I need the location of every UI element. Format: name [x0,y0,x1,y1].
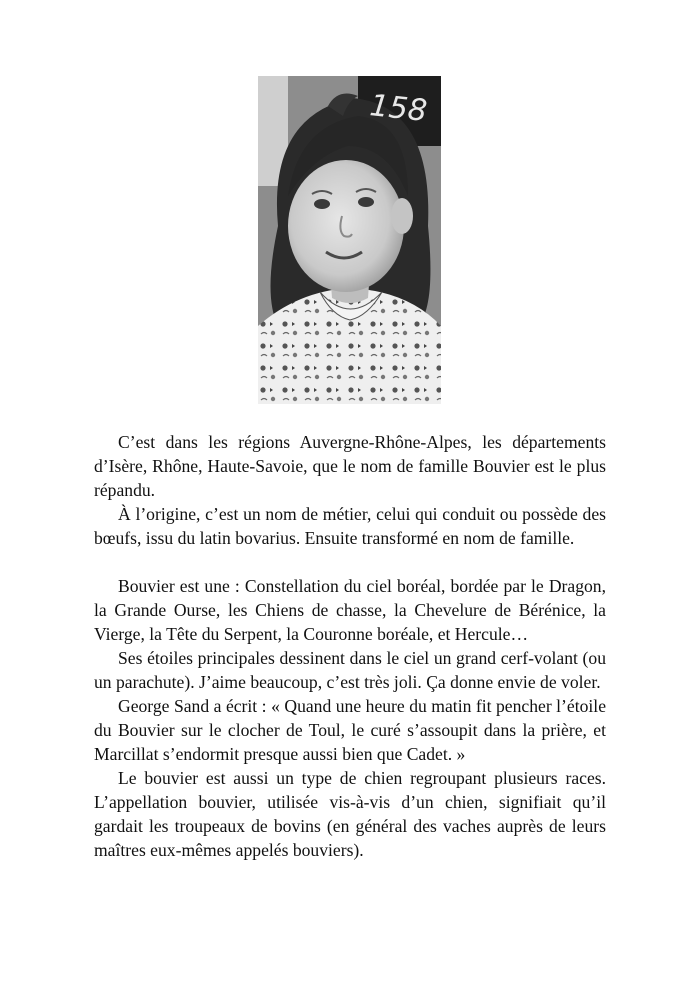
paragraph-6: Le bouvier est aussi un type de chien regroupant plusieurs races. L’appellation bouvier, utilisée vis-à-vis d’un chien, signifiait qu’il gardait les troupeaux de bovins (en général des vaches auprès de leurs maîtres eux-mêmes appelés bouviers). [94,768,606,860]
paragraph-4: Ses étoiles principales dessinent dans le ciel un grand cerf-volant (ou un parachute). J’aime beaucoup, c’est très joli. Ça donne envie de voler. [94,648,606,692]
paragraph-2: À l’origine, c’est un nom de métier, celui qui conduit ou possède des bœufs, issu du latin bovarius. Ensuite transformé en nom de famille. [94,504,606,548]
body-text [94,430,606,862]
portrait-photo [258,76,441,404]
paragraph-3: Bouvier est une : Constellation du ciel boréal, bordée par le Dragon, la Grande Ourse, les Chiens de chasse, la Chevelure de Bérénice, la Vierge, la Tête du Serpent, la Couronne boréale, et Hercule… [94,576,606,644]
paragraph-5: George Sand a écrit : « Quand une heure du matin fit pencher l’étoile du Bouvier sur le clocher de Toul, le curé s’assoupit dans la prière, et Marcillat s’endormit presque aussi bien que Cadet. » [94,696,606,764]
portrait-illustration [258,76,441,404]
chalk-number: 158 [368,88,429,129]
paragraph-1: C’est dans les régions Auvergne-Rhône-Alpes, les départements d’Isère, Rhône, Haute-Savoie, que le nom de famille Bouvier est le plus répandu. [94,432,606,500]
